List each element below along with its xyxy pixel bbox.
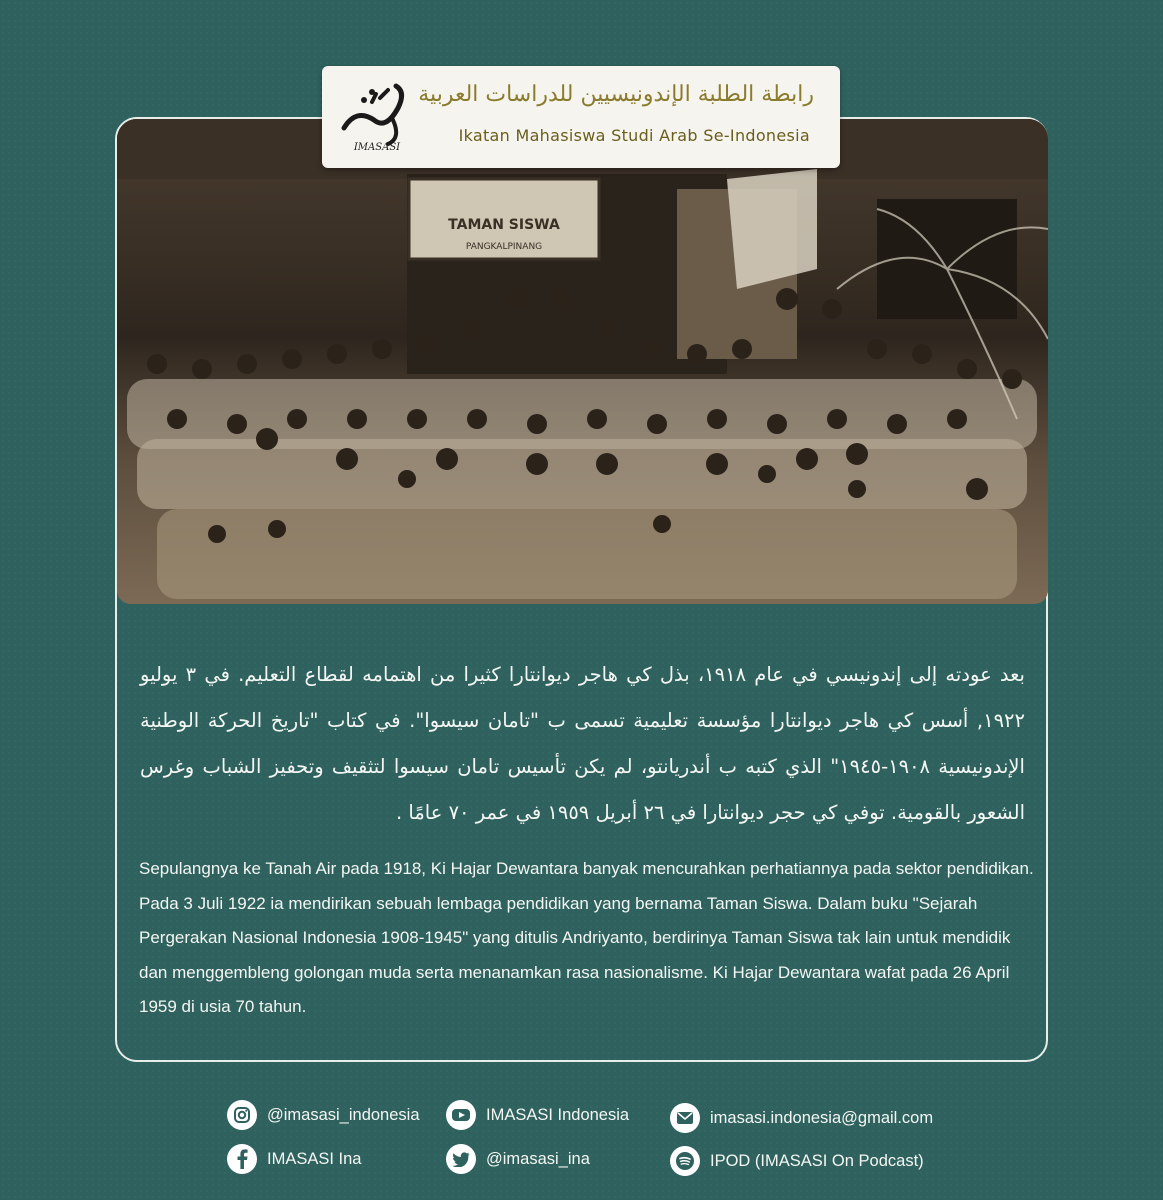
arabic-paragraph: بعد عودته إلى إندونيسي في عام ١٩١٨، بذل كي هاجر ديوانتارا كثيرا من اهتمامه لقطاع التعليم. في ٣ يوليو ١٩٢٢, أسس كي هاجر ديوانتارا مؤسسة تعليمية تسمى ب "تامان سيسوا". في كتاب "تاريخ الحركة الوطنية الإندونيسية ١٩٠٨-١٩٤٥" الذي كتبه ب أندريانتو، لم يكن تأسيس تامان سيسوا لتثقيف وتحفيز الشباب وغرس الشعور بالقومية. توفي كي حجر ديوانتارا في ٢٦ أبريل ١٩٥٩ في عمر ٧٠ عامًا . [140,663,1025,824]
organization-header [322,66,840,168]
contact-youtube[interactable] [446,1100,629,1130]
contact-instagram[interactable] [227,1100,420,1130]
youtube-icon [446,1100,476,1130]
twitter-handle: @imasasi_ina [486,1149,590,1168]
logo-text: IMASASI [353,142,401,153]
banner-text: TAMAN SISWA [448,217,560,233]
contact-podcast[interactable] [670,1146,924,1176]
contact-facebook[interactable] [227,1144,361,1174]
banner-caption: PANGKALPINANG [465,242,543,252]
youtube-channel: IMASASI Indonesia [486,1105,630,1124]
twitter-icon [446,1144,476,1174]
header-title-arabic: رابطة الطلبة الإندونيسيين للدراسات العربية [418,82,814,107]
facebook-page: IMASASI Ina [267,1149,362,1168]
podcast-name: IPOD (IMASASI On Podcast) [710,1151,924,1170]
contact-email[interactable] [670,1103,933,1133]
email-address: imasasi.indonesia@gmail.com [710,1108,934,1127]
instagram-icon [227,1100,257,1130]
spotify-icon [670,1146,700,1176]
email-icon [670,1103,700,1133]
facebook-icon [227,1144,257,1174]
historical-group-photo [117,119,1048,604]
instagram-handle: @imasasi_indonesia [267,1105,420,1124]
contact-twitter[interactable] [446,1144,590,1174]
header-title-latin: Ikatan Mahasiswa Studi Arab Se-Indonesia [458,126,810,145]
indonesian-paragraph: Sepulangnya ke Tanah Air pada 1918, Ki Hajar Dewantara banyak mencurahkan perhatiannya pada sektor pendidikan. Pada 3 Juli 1922 ia mendirikan sebuah lembaga pendidikan yang bernama Taman Siswa. Dalam buku "Sejarah Pergerakan Nasional Indonesia 1908-1945" yang ditulis Andriyanto, berdirinya Taman Siswa tak lain untuk mendidik dan menggembleng golongan muda serta menanamkan rasa nasionalisme. Ki Hajar Dewantara wafat pada 26 April 1959 di usia 70 tahun. [139,859,1034,1016]
